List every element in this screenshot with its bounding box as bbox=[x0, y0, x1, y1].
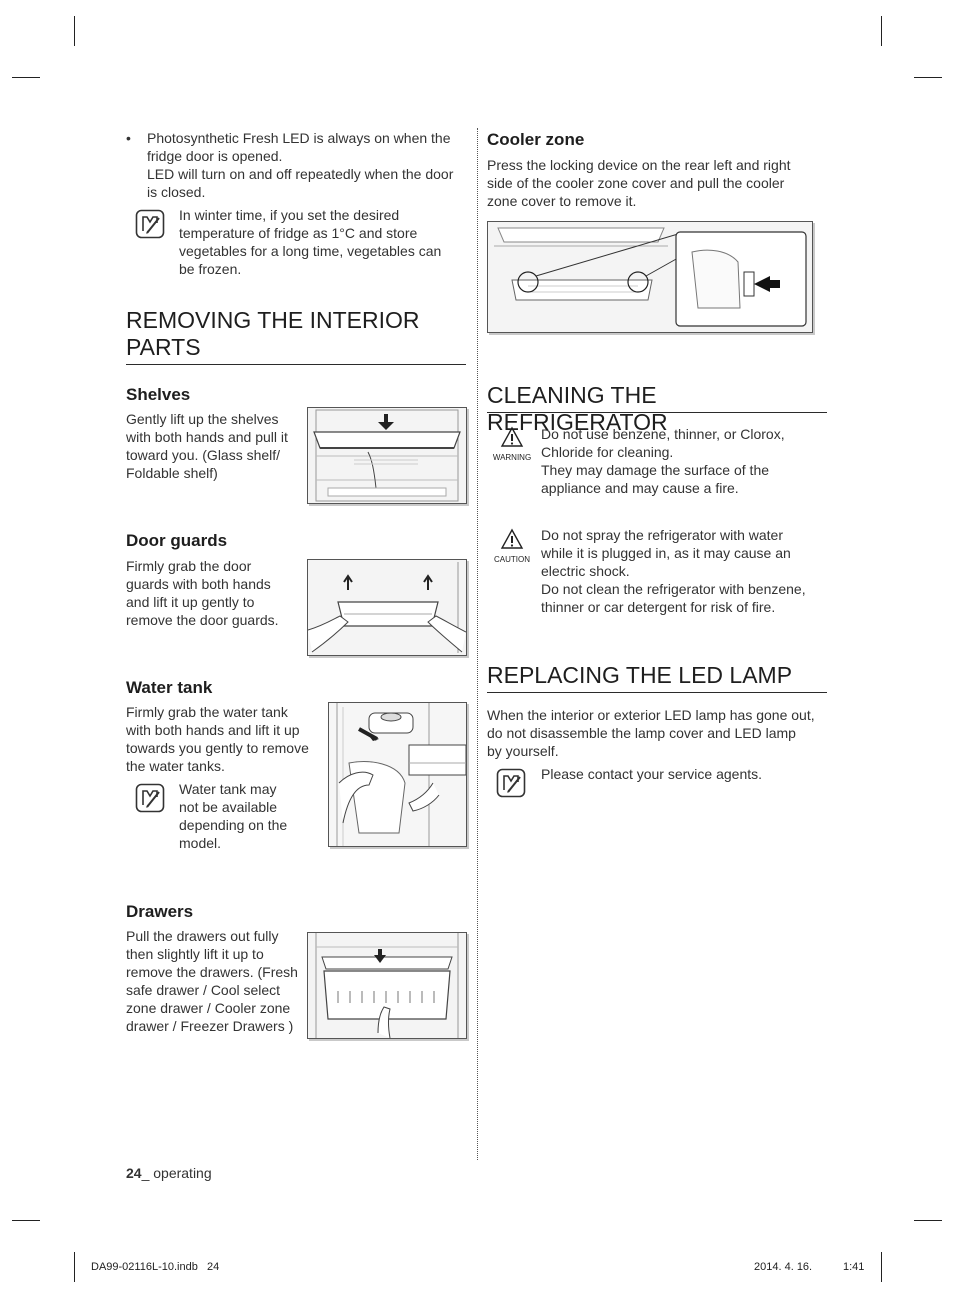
note-line: model. bbox=[179, 835, 222, 851]
note-icon bbox=[135, 783, 165, 818]
bullet-line: LED will turn on and off repeatedly when the door bbox=[147, 166, 454, 182]
page-section: _ operating bbox=[141, 1165, 212, 1181]
text-line: Firmly grab the water tank bbox=[126, 704, 288, 720]
text-line: When the interior or exterior LED lamp has gone out, bbox=[487, 707, 815, 723]
crop-mark bbox=[12, 77, 40, 78]
crop-mark bbox=[74, 1252, 75, 1282]
text-line: by yourself. bbox=[487, 743, 559, 759]
heading-water-tank: Water tank bbox=[126, 678, 213, 697]
crop-mark bbox=[12, 1220, 40, 1221]
text-line: Press the locking device on the rear left and right bbox=[487, 157, 791, 173]
door-guards-text bbox=[126, 557, 306, 629]
warning-icon bbox=[490, 426, 534, 463]
caution-label: CAUTION bbox=[494, 555, 530, 564]
bullet-symbol: • bbox=[126, 130, 131, 146]
heading-shelves: Shelves bbox=[126, 385, 191, 404]
note-text bbox=[179, 206, 474, 278]
file-name: DA99-02116L-10.indb 24 bbox=[91, 1261, 220, 1273]
column-divider bbox=[477, 128, 478, 1160]
text-line: guards with both hands bbox=[126, 576, 271, 592]
water-tank-illustration bbox=[328, 702, 467, 847]
crop-mark bbox=[914, 1220, 942, 1221]
led-text bbox=[487, 706, 832, 760]
note-line: temperature of fridge as 1°C and store bbox=[179, 225, 418, 241]
heading-drawers: Drawers bbox=[126, 902, 194, 921]
note-icon bbox=[135, 209, 165, 244]
text-line: appliance and may cause a fire. bbox=[541, 480, 739, 496]
text-line: thinner or car detergent for risk of fire. bbox=[541, 599, 776, 615]
bullet-line: is closed. bbox=[147, 184, 206, 200]
section-title-led: REPLACING THE LED LAMP bbox=[487, 662, 793, 688]
text-line: the water tanks. bbox=[126, 758, 225, 774]
note-line: not be available bbox=[179, 799, 278, 815]
water-tank-note bbox=[179, 780, 319, 852]
door-guards-illustration bbox=[307, 559, 467, 656]
title-line: REMOVING THE INTERIOR bbox=[126, 307, 420, 333]
text-line: They may damage the surface of the bbox=[541, 462, 770, 478]
heading-cooler-zone: Cooler zone bbox=[487, 130, 585, 149]
caution-text bbox=[541, 526, 831, 616]
text-line: Chloride for cleaning. bbox=[541, 444, 674, 460]
led-note: Please contact your service agents. bbox=[541, 766, 763, 782]
warning-label: WARNING bbox=[492, 453, 532, 462]
title-rule bbox=[126, 364, 466, 365]
note-line: In winter time, if you set the desired bbox=[179, 207, 400, 223]
note-line: depending on the bbox=[179, 817, 288, 833]
text-line: safe drawer / Cool select bbox=[126, 982, 281, 998]
text-line: remove the drawers. (Fresh bbox=[126, 964, 298, 980]
text-line: Do not use benzene, thinner, or Clorox, bbox=[541, 426, 785, 442]
page-number bbox=[126, 1165, 212, 1181]
bullet-line: fridge door is opened. bbox=[147, 148, 283, 164]
caution-icon bbox=[490, 528, 534, 565]
note-line: be frozen. bbox=[179, 261, 242, 277]
text-line: with both hands and lift it up bbox=[126, 722, 300, 738]
note-line: Water tank may bbox=[179, 781, 277, 797]
title-rule bbox=[487, 412, 827, 413]
title-line: PARTS bbox=[126, 334, 201, 360]
water-tank-text bbox=[126, 703, 326, 775]
text-line: zone cover to remove it. bbox=[487, 193, 637, 209]
drawers-text bbox=[126, 927, 306, 1035]
note-line: vegetables for a long time, vegetables can bbox=[179, 243, 442, 259]
print-time: 1:41 bbox=[843, 1261, 865, 1273]
text-line: Foldable shelf) bbox=[126, 465, 218, 481]
page-number-value: 24 bbox=[126, 1165, 142, 1181]
text-line: Pull the drawers out fully bbox=[126, 928, 279, 944]
warning-text bbox=[541, 425, 831, 497]
text-line: Firmly grab the door bbox=[126, 558, 252, 574]
bullet-item bbox=[147, 129, 472, 201]
text-line: with both hands and pull it bbox=[126, 429, 288, 445]
cooler-zone-text bbox=[487, 156, 827, 210]
text-line: zone drawer / Cooler zone bbox=[126, 1000, 291, 1016]
bullet-line: Photosynthetic Fresh LED is always on when the bbox=[147, 130, 451, 146]
drawers-illustration bbox=[307, 932, 467, 1039]
heading-door-guards: Door guards bbox=[126, 531, 228, 550]
text-line: drawer / Freezer Drawers ) bbox=[126, 1018, 294, 1034]
shelves-text bbox=[126, 410, 306, 482]
text-line: while it is plugged in, as it may cause an bbox=[541, 545, 791, 561]
crop-mark bbox=[881, 1252, 882, 1282]
section-title-removing bbox=[126, 307, 466, 361]
text-line: towards you gently to remove bbox=[126, 740, 309, 756]
print-date: 2014. 4. 16. bbox=[754, 1261, 813, 1273]
text-line: Gently lift up the shelves bbox=[126, 411, 279, 427]
text-line: do not disassemble the lamp cover and LED lamp bbox=[487, 725, 796, 741]
text-line: electric shock. bbox=[541, 563, 630, 579]
crop-mark bbox=[914, 77, 942, 78]
title-rule bbox=[487, 692, 827, 693]
crop-mark bbox=[74, 16, 75, 46]
section-title-cleaning: CLEANING THE REFRIGERATOR bbox=[487, 382, 668, 435]
crop-mark bbox=[881, 16, 882, 46]
text-line: Do not spray the refrigerator with water bbox=[541, 527, 783, 543]
text-line: and lift it up gently to bbox=[126, 594, 255, 610]
text-line: toward you. (Glass shelf/ bbox=[126, 447, 281, 463]
text-line: remove the door guards. bbox=[126, 612, 279, 628]
text-line: Do not clean the refrigerator with benzene, bbox=[541, 581, 806, 597]
note-icon bbox=[496, 768, 526, 803]
text-line: side of the cooler zone cover and pull the cooler bbox=[487, 175, 785, 191]
shelves-illustration bbox=[307, 407, 467, 504]
text-line: then slightly lift it up to bbox=[126, 946, 264, 962]
cooler-zone-illustration bbox=[487, 221, 813, 333]
